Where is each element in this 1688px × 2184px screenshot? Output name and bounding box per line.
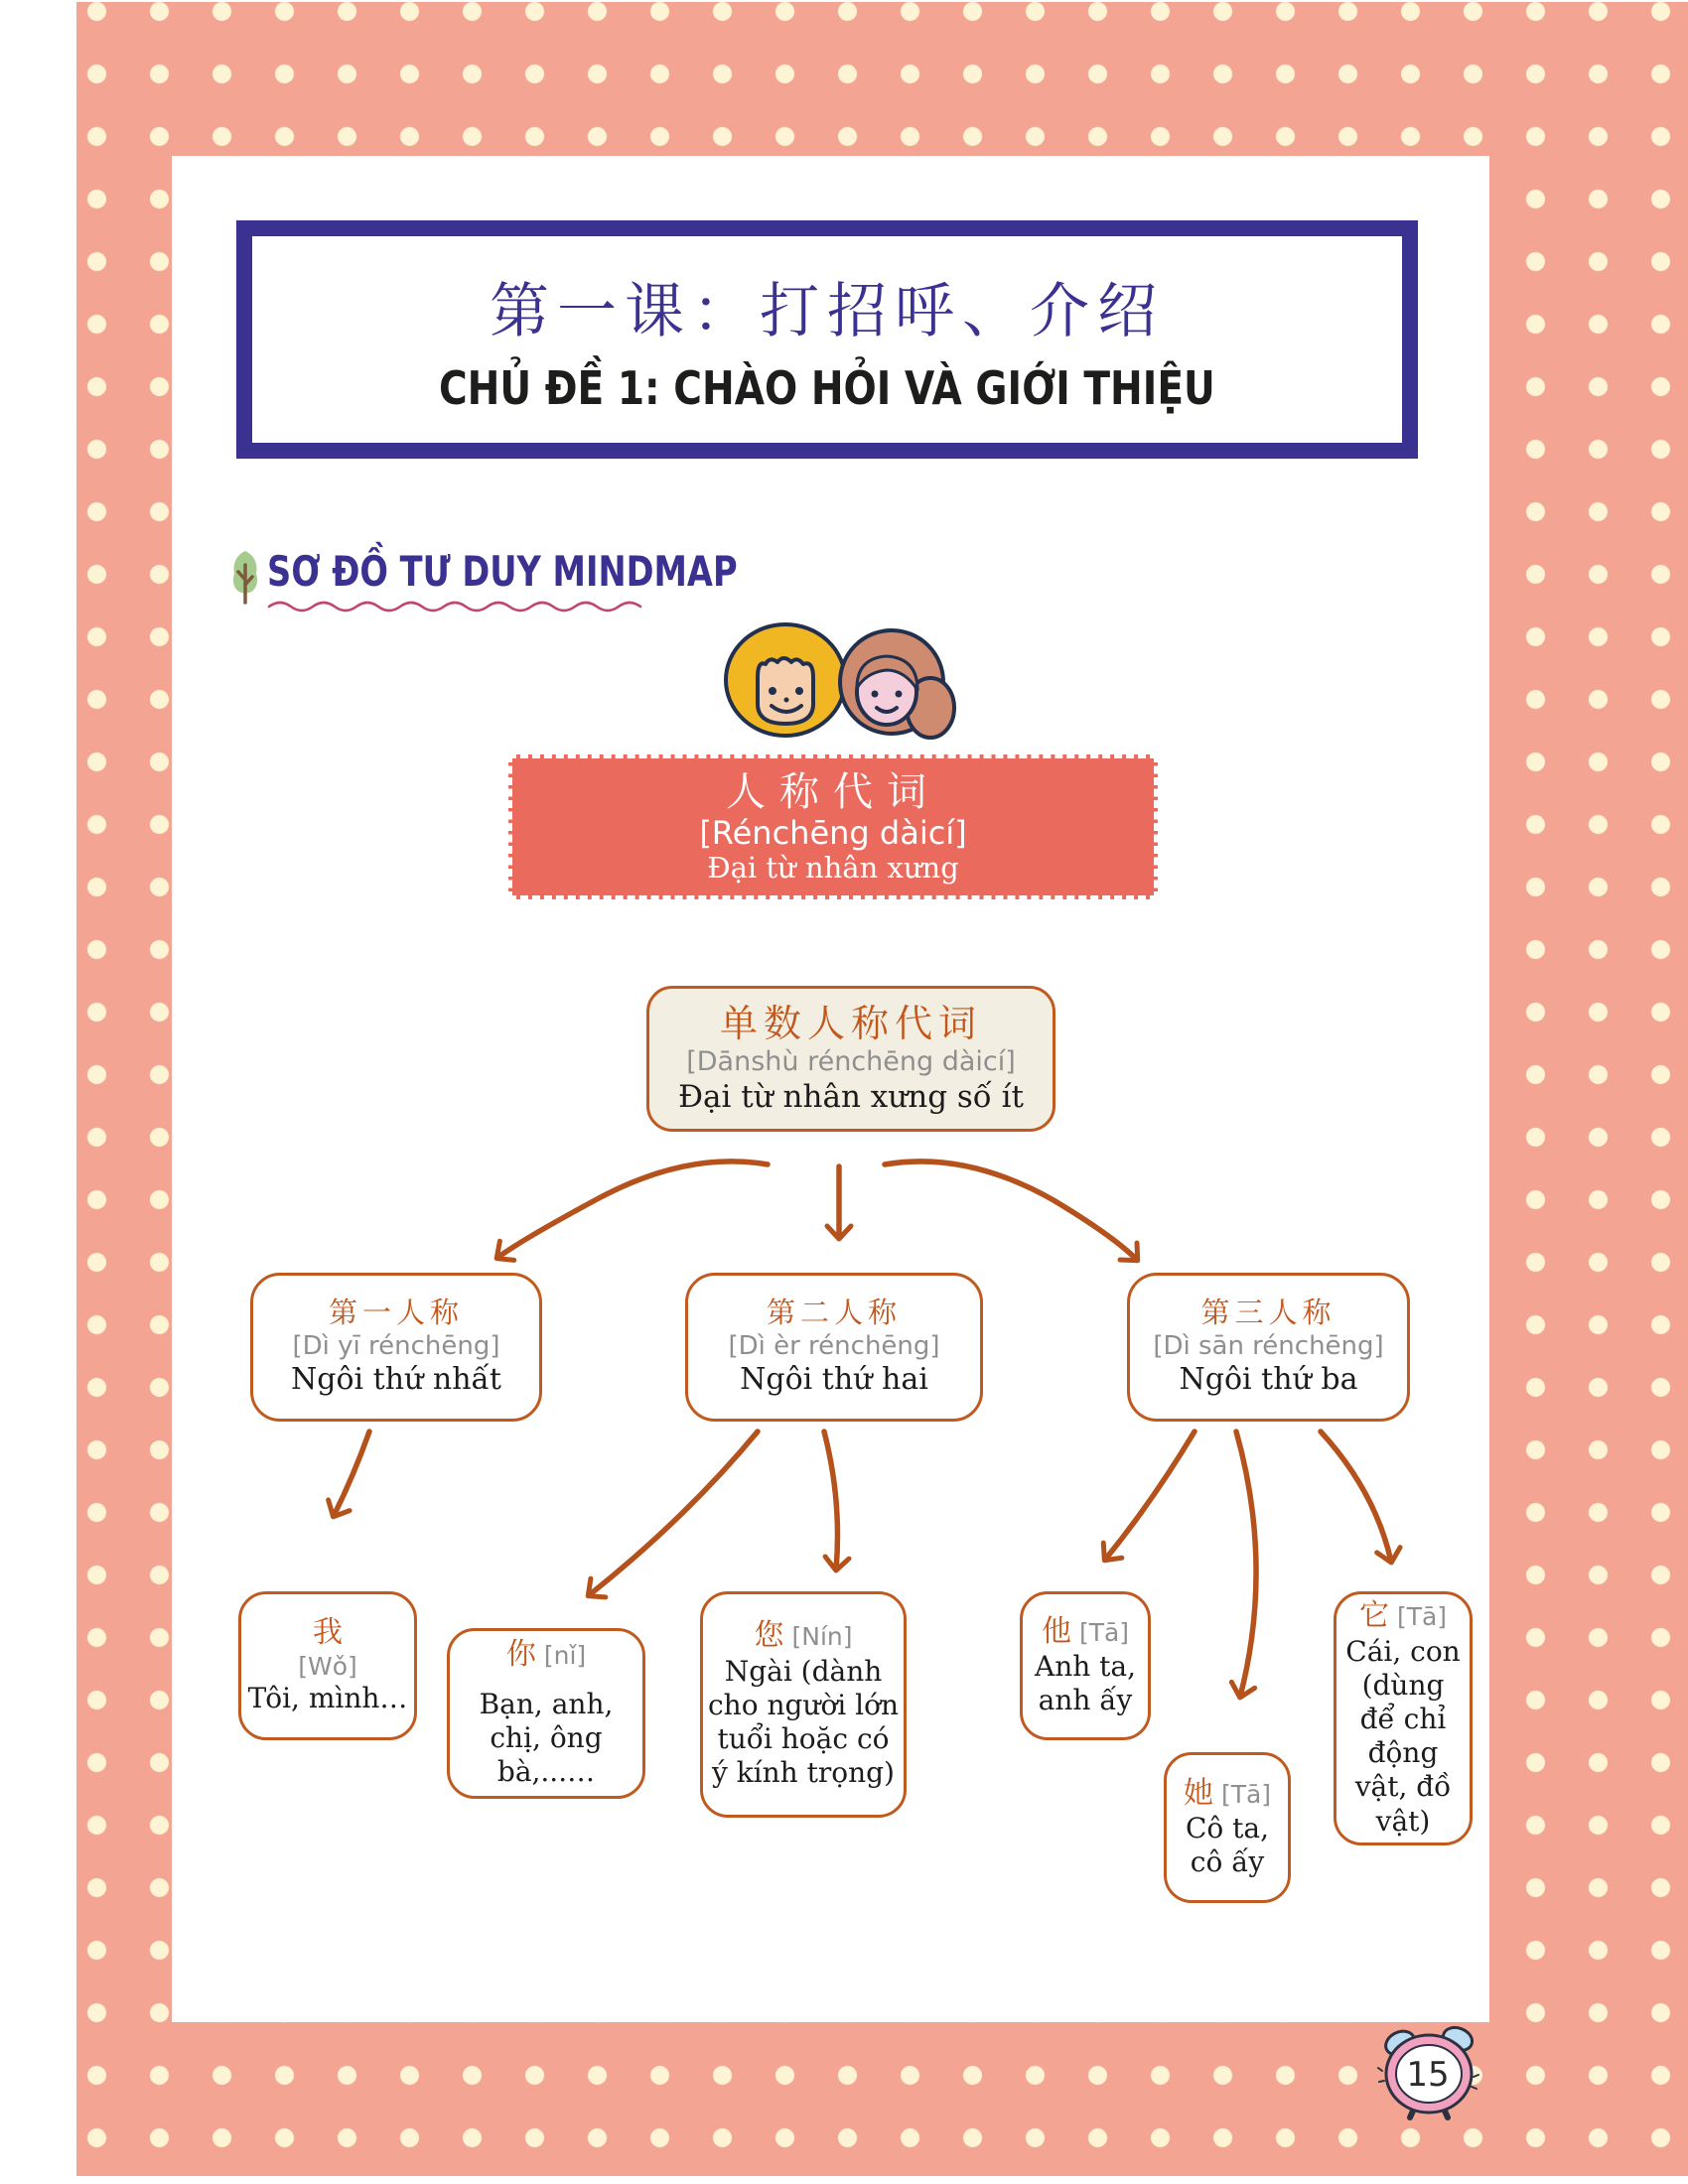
leaf-chinese: 她 [1183, 1775, 1213, 1811]
content-sheet [172, 156, 1489, 2022]
leaf-chinese: 它 [1358, 1598, 1389, 1634]
branch-pinyin: [Dì yī rénchēng] [292, 1330, 500, 1361]
node-ta-she [1164, 1752, 1291, 1903]
branch-vietnamese: Ngôi thứ nhất [291, 1362, 501, 1398]
branch-pinyin: [Dì èr rénchēng] [728, 1330, 940, 1361]
leaf-pinyin: [nǐ] [543, 1641, 587, 1671]
node-ni [447, 1628, 645, 1799]
leaf-vietnamese: Cô ta, cô ấy [1185, 1812, 1270, 1879]
leaf-head [1042, 1614, 1129, 1651]
leaf-head [506, 1637, 586, 1674]
leaf-chinese: 您 [754, 1618, 784, 1654]
mindmap-section-header [229, 549, 855, 614]
leaf-vietnamese: Bạn, anh, chị, ông bà,...… [479, 1688, 614, 1789]
tree-icon [229, 549, 261, 605]
alarm-clock-icon [1374, 2019, 1481, 2120]
mindmap-section-title: SƠ ĐỒ TƯ DUY MINDMAP [267, 547, 738, 596]
leaf-head [755, 1618, 853, 1655]
node-ta-it [1334, 1591, 1473, 1845]
lesson-title-box [236, 220, 1418, 459]
leaf-pinyin: [Tā] [1396, 1602, 1448, 1632]
branch-vietnamese: Ngôi thứ hai [740, 1362, 928, 1398]
branch-chinese: 第三人称 [1200, 1296, 1336, 1330]
branch-vietnamese: Ngôi thứ ba [1179, 1362, 1358, 1398]
node-first-person [250, 1273, 542, 1422]
leaf-vietnamese: Tôi, mình… [247, 1682, 408, 1715]
node-personal-pronouns [508, 754, 1158, 899]
node-third-person [1127, 1273, 1410, 1422]
leaf-vietnamese: Anh ta, anh ấy [1034, 1650, 1137, 1717]
level1-chinese: 单数人称代词 [719, 1001, 982, 1045]
wavy-underline [267, 597, 644, 614]
leaf-chinese: 他 [1041, 1613, 1071, 1649]
leaf-head [1359, 1598, 1447, 1635]
node-second-person [685, 1273, 983, 1422]
lesson-title-chinese: 第一课：打招呼、介绍 [490, 277, 1165, 346]
leaf-pinyin: [Tā] [1078, 1617, 1130, 1647]
level1-pinyin: [Dānshù rénchēng dàicí] [686, 1046, 1016, 1078]
branch-chinese: 第一人称 [328, 1296, 464, 1330]
root-chinese: 人称代词 [726, 768, 940, 815]
two-girls-illustration [710, 618, 958, 744]
node-wo [238, 1591, 417, 1740]
leaf-vietnamese: Ngài (dành cho người lớn tuổi hoặc có ý kính trọng) [707, 1654, 900, 1790]
leaf-pinyin: [Tā] [1220, 1779, 1272, 1809]
leaf-head [1184, 1776, 1271, 1813]
node-ta-he [1020, 1591, 1151, 1740]
leaf-vietnamese: Cái, con (dùng để chỉ động vật, đồ vật) [1345, 1634, 1461, 1838]
node-nin [700, 1591, 907, 1818]
lesson-title-vietnamese: CHỦ ĐỀ 1: CHÀO HỎI VÀ GIỚI THIỆU [439, 361, 1215, 415]
page-number: 15 [1406, 2055, 1450, 2095]
node-singular-pronouns [646, 986, 1055, 1132]
branch-chinese: 第二人称 [766, 1296, 902, 1330]
leaf-pinyin: [Wǒ] [298, 1651, 357, 1681]
root-vietnamese: Đại từ nhân xưng [707, 850, 959, 885]
leaf-chinese: 我 [313, 1615, 343, 1651]
branch-pinyin: [Dì sān rénchēng] [1153, 1330, 1384, 1361]
leaf-chinese: 你 [505, 1637, 536, 1673]
leaf-pinyin: [Nín] [791, 1622, 853, 1652]
level1-vietnamese: Đại từ nhân xưng số ít [678, 1079, 1024, 1116]
root-pinyin: [Rénchēng dàicí] [699, 813, 967, 852]
